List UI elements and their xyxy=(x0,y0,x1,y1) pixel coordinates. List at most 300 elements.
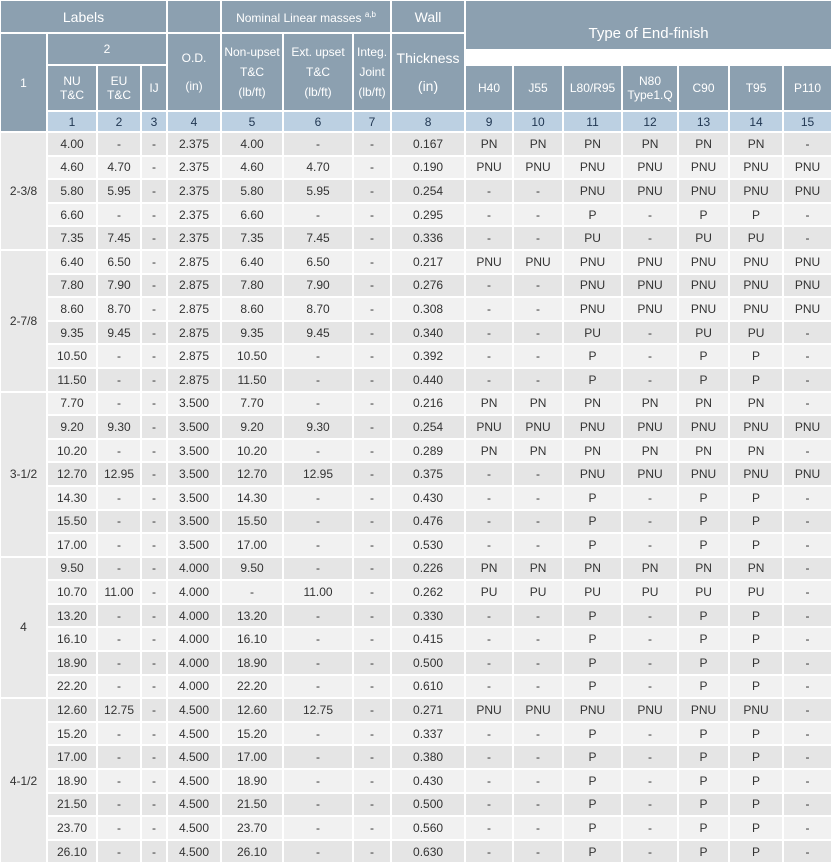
table-cell: PNU xyxy=(564,275,621,297)
table-cell: 7.80 xyxy=(48,275,96,297)
table-cell: - xyxy=(354,746,390,768)
table-row xyxy=(1,699,833,721)
table-cell: - xyxy=(284,204,352,226)
table-cell: 4.000 xyxy=(168,676,220,698)
table-cell: 23.70 xyxy=(222,817,282,839)
table-cell: - xyxy=(354,628,390,650)
table-cell: - xyxy=(142,581,166,603)
table-cell: - xyxy=(98,204,140,226)
table-cell: PNU xyxy=(466,157,512,179)
table-cell: - xyxy=(142,534,166,556)
table-cell: - xyxy=(623,676,677,698)
table-cell: PNU xyxy=(623,157,677,179)
table-cell: P xyxy=(730,511,782,533)
table-cell: - xyxy=(514,817,562,839)
table-cell: - xyxy=(514,204,562,226)
table-cell: - xyxy=(466,746,512,768)
table-cell: PNU xyxy=(679,463,728,485)
table-cell: 4.000 xyxy=(168,628,220,650)
table-cell: 9.35 xyxy=(222,322,282,344)
table-cell: PNU xyxy=(564,180,621,202)
table-cell: - xyxy=(284,534,352,556)
table-cell: - xyxy=(98,133,140,155)
table-cell: - xyxy=(784,204,831,226)
table-row xyxy=(1,558,833,580)
table-cell: PU xyxy=(730,227,782,249)
table-cell: 0.167 xyxy=(392,133,464,155)
table-cell: - xyxy=(354,393,390,415)
table-cell: - xyxy=(354,369,390,391)
table-cell: PN xyxy=(730,440,782,462)
table-cell: PNU xyxy=(514,416,562,438)
table-cell: - xyxy=(354,440,390,462)
table-cell: 12.60 xyxy=(48,699,96,721)
table-cell: P xyxy=(730,605,782,627)
table-cell: PNU xyxy=(623,416,677,438)
table-cell: - xyxy=(466,275,512,297)
table-cell: PNU xyxy=(564,157,621,179)
table-cell: - xyxy=(142,180,166,202)
table-cell: 0.254 xyxy=(392,416,464,438)
table-cell: 5.80 xyxy=(48,180,96,202)
table-cell: - xyxy=(142,369,166,391)
table-cell: PNU xyxy=(564,699,621,721)
table-cell: PN xyxy=(466,558,512,580)
table-row xyxy=(1,204,833,226)
grade-n80-header: N80 Type1.Q xyxy=(623,66,677,110)
table-cell: - xyxy=(514,227,562,249)
col-number: 14 xyxy=(730,112,782,131)
table-cell: PNU xyxy=(564,463,621,485)
table-cell: 5.95 xyxy=(98,180,140,202)
table-cell: - xyxy=(354,275,390,297)
table-cell: P xyxy=(564,487,621,509)
table-cell: 2.375 xyxy=(168,204,220,226)
table-cell: P xyxy=(679,676,728,698)
table-cell: - xyxy=(142,204,166,226)
table-cell: - xyxy=(142,440,166,462)
table-cell: - xyxy=(514,345,562,367)
table-cell: - xyxy=(784,227,831,249)
table-cell: 0.500 xyxy=(392,652,464,674)
size-group-label: 3-1/2 xyxy=(1,393,46,556)
table-cell: 2.875 xyxy=(168,251,220,273)
table-cell: 12.95 xyxy=(98,463,140,485)
ext-upset-header: Ext. upset T&C (lb/ft) xyxy=(284,34,352,110)
table-cell: P xyxy=(730,770,782,792)
table-cell: 4.500 xyxy=(168,723,220,745)
table-cell: PNU xyxy=(679,416,728,438)
table-cell: PN xyxy=(730,558,782,580)
table-cell: - xyxy=(623,628,677,650)
table-row xyxy=(1,322,833,344)
table-cell: 16.10 xyxy=(222,628,282,650)
table-cell: 14.30 xyxy=(48,487,96,509)
table-cell: 5.80 xyxy=(222,180,282,202)
size-group-label: 4-1/2 xyxy=(1,699,46,862)
table-cell: - xyxy=(466,605,512,627)
table-row xyxy=(1,345,833,367)
table-row xyxy=(1,511,833,533)
table-cell: - xyxy=(98,652,140,674)
table-cell: P xyxy=(564,345,621,367)
table-row xyxy=(1,534,833,556)
table-cell: - xyxy=(354,180,390,202)
table-cell: PU xyxy=(679,581,728,603)
table-cell: 12.70 xyxy=(222,463,282,485)
table-cell: - xyxy=(98,817,140,839)
table-cell: - xyxy=(354,487,390,509)
table-cell: 0.392 xyxy=(392,345,464,367)
table-cell: 4.500 xyxy=(168,770,220,792)
table-cell: 0.610 xyxy=(392,676,464,698)
table-cell: 17.00 xyxy=(48,534,96,556)
table-cell: - xyxy=(466,770,512,792)
table-cell: 9.35 xyxy=(48,322,96,344)
table-cell: - xyxy=(466,487,512,509)
table-cell: - xyxy=(623,794,677,816)
table-cell: PNU xyxy=(730,699,782,721)
table-cell: P xyxy=(679,345,728,367)
table-cell: PN xyxy=(564,393,621,415)
table-cell: P xyxy=(679,511,728,533)
table-cell: - xyxy=(284,746,352,768)
table-cell: PNU xyxy=(730,157,782,179)
table-cell: PN xyxy=(623,440,677,462)
table-cell: - xyxy=(514,605,562,627)
table-cell: - xyxy=(284,487,352,509)
table-cell: P xyxy=(679,652,728,674)
table-cell: - xyxy=(514,369,562,391)
table-cell: - xyxy=(784,345,831,367)
table-row xyxy=(1,416,833,438)
table-cell: PNU xyxy=(623,275,677,297)
table-cell: PNU xyxy=(466,251,512,273)
table-cell: - xyxy=(623,605,677,627)
table-cell: - xyxy=(514,746,562,768)
table-cell: - xyxy=(98,440,140,462)
table-cell: P xyxy=(730,652,782,674)
table-row xyxy=(1,440,833,462)
table-cell: - xyxy=(142,133,166,155)
table-cell: - xyxy=(284,558,352,580)
nominal-mass-header: Nominal Linear masses $^{a,b}$ xyxy=(222,1,390,32)
table-cell: PN xyxy=(730,393,782,415)
table-cell: P xyxy=(679,770,728,792)
table-cell: PN xyxy=(514,558,562,580)
table-cell: - xyxy=(284,393,352,415)
table-cell: - xyxy=(354,204,390,226)
table-cell: - xyxy=(98,605,140,627)
table-cell: P xyxy=(730,676,782,698)
table-cell: - xyxy=(623,746,677,768)
table-cell: - xyxy=(142,699,166,721)
table-cell: P xyxy=(679,487,728,509)
table-cell: - xyxy=(623,652,677,674)
table-cell: PNU xyxy=(514,251,562,273)
table-cell: 0.476 xyxy=(392,511,464,533)
table-cell: - xyxy=(354,581,390,603)
table-cell: 10.20 xyxy=(222,440,282,462)
table-cell: 9.45 xyxy=(284,322,352,344)
eu-tc-header: EU T&C xyxy=(98,66,140,110)
table-cell: - xyxy=(784,841,831,863)
nu-tc-header: NU T&C xyxy=(48,66,96,110)
table-cell: 0.530 xyxy=(392,534,464,556)
table-cell: - xyxy=(784,322,831,344)
table-cell: PN xyxy=(466,393,512,415)
table-cell: PNU xyxy=(466,416,512,438)
table-cell: - xyxy=(784,628,831,650)
table-cell: - xyxy=(514,180,562,202)
grade-l80-header: L80/R95 xyxy=(564,66,621,110)
table-cell: 12.60 xyxy=(222,699,282,721)
table-cell: - xyxy=(514,487,562,509)
table-cell: 23.70 xyxy=(48,817,96,839)
table-cell: 2.875 xyxy=(168,275,220,297)
table-cell: - xyxy=(354,770,390,792)
table-cell: - xyxy=(142,817,166,839)
table-cell: 4.000 xyxy=(168,581,220,603)
table-cell: 0.271 xyxy=(392,699,464,721)
table-cell: - xyxy=(354,676,390,698)
table-cell: PU xyxy=(730,322,782,344)
thickness-header: Thickness (in) xyxy=(392,34,464,110)
table-cell: 22.20 xyxy=(222,676,282,698)
table-cell: P xyxy=(730,204,782,226)
table-cell: 2.875 xyxy=(168,369,220,391)
table-cell: - xyxy=(466,841,512,863)
table-cell: - xyxy=(623,487,677,509)
table-cell: - xyxy=(623,369,677,391)
label-2-header: 2 xyxy=(48,34,166,64)
table-cell: - xyxy=(142,770,166,792)
table-cell: PNU xyxy=(784,157,831,179)
grade-t95-header: T95 xyxy=(730,66,782,110)
table-row xyxy=(1,770,833,792)
table-cell: PU xyxy=(564,322,621,344)
table-cell: PNU xyxy=(623,463,677,485)
table-cell: - xyxy=(514,841,562,863)
table-cell: P xyxy=(730,345,782,367)
table-cell: PN xyxy=(514,133,562,155)
table-cell: 0.295 xyxy=(392,204,464,226)
table-cell: 4.00 xyxy=(48,133,96,155)
table-cell: 0.217 xyxy=(392,251,464,273)
table-cell: - xyxy=(142,463,166,485)
table-cell: - xyxy=(514,534,562,556)
table-cell: 0.430 xyxy=(392,770,464,792)
table-cell: 13.20 xyxy=(222,605,282,627)
table-cell: PN xyxy=(623,558,677,580)
size-group-label: 2-3/8 xyxy=(1,133,46,249)
table-cell: 0.630 xyxy=(392,841,464,863)
table-cell: 0.430 xyxy=(392,487,464,509)
non-upset-header: Non-upset T&C (lb/ft) xyxy=(222,34,282,110)
table-cell: - xyxy=(142,416,166,438)
table-cell: PN xyxy=(564,440,621,462)
table-cell: 7.70 xyxy=(48,393,96,415)
table-cell: 2.375 xyxy=(168,157,220,179)
table-cell: - xyxy=(142,628,166,650)
table-cell: 3.500 xyxy=(168,487,220,509)
table-cell: 17.00 xyxy=(222,534,282,556)
table-cell: - xyxy=(623,204,677,226)
table-cell: 13.20 xyxy=(48,605,96,627)
table-cell: - xyxy=(514,322,562,344)
table-cell: 2.375 xyxy=(168,180,220,202)
table-cell: P xyxy=(679,369,728,391)
table-cell: 0.500 xyxy=(392,794,464,816)
table-cell: - xyxy=(466,227,512,249)
table-cell: - xyxy=(354,558,390,580)
table-cell: - xyxy=(514,463,562,485)
table-cell: - xyxy=(142,676,166,698)
table-cell: 2.875 xyxy=(168,322,220,344)
table-cell: P xyxy=(679,605,728,627)
table-cell: 21.50 xyxy=(222,794,282,816)
table-cell: PN xyxy=(679,558,728,580)
table-cell: P xyxy=(564,746,621,768)
table-cell: PN xyxy=(679,393,728,415)
table-row xyxy=(1,605,833,627)
grade-c90-header: C90 xyxy=(679,66,728,110)
table-cell: 26.10 xyxy=(48,841,96,863)
table-cell: - xyxy=(354,841,390,863)
table-cell: 18.90 xyxy=(48,652,96,674)
table-cell: 17.00 xyxy=(48,746,96,768)
table-cell: - xyxy=(98,393,140,415)
table-cell: PN xyxy=(623,133,677,155)
table-cell: - xyxy=(784,558,831,580)
table-cell: 7.45 xyxy=(98,227,140,249)
table-cell: - xyxy=(514,676,562,698)
table-cell: PN xyxy=(623,393,677,415)
table-cell: P xyxy=(730,794,782,816)
table-cell: PNU xyxy=(514,699,562,721)
table-cell: - xyxy=(354,723,390,745)
table-cell: - xyxy=(466,180,512,202)
table-cell: - xyxy=(466,511,512,533)
table-cell: - xyxy=(784,369,831,391)
table-cell: - xyxy=(98,558,140,580)
table-cell: P xyxy=(564,204,621,226)
table-cell: - xyxy=(466,628,512,650)
table-cell: - xyxy=(354,652,390,674)
table-cell: - xyxy=(784,746,831,768)
table-cell: PNU xyxy=(784,180,831,202)
table-cell: P xyxy=(679,628,728,650)
table-cell: 2.375 xyxy=(168,227,220,249)
table-cell: 4.60 xyxy=(222,157,282,179)
table-cell: - xyxy=(142,393,166,415)
table-cell: - xyxy=(354,699,390,721)
table-cell: - xyxy=(623,723,677,745)
table-cell: - xyxy=(514,794,562,816)
table-cell: 0.560 xyxy=(392,817,464,839)
table-cell: 7.35 xyxy=(48,227,96,249)
table-cell: - xyxy=(284,723,352,745)
table-cell: PN xyxy=(679,440,728,462)
table-cell: PU xyxy=(564,227,621,249)
table-cell: - xyxy=(142,487,166,509)
table-cell: - xyxy=(354,322,390,344)
table-cell: 0.190 xyxy=(392,157,464,179)
table-cell: PNU xyxy=(730,298,782,320)
table-cell: - xyxy=(623,345,677,367)
table-row xyxy=(1,746,833,768)
table-cell: 3.500 xyxy=(168,416,220,438)
table-cell: 0.254 xyxy=(392,180,464,202)
wall-header: Wall xyxy=(392,1,464,32)
table-cell: 0.262 xyxy=(392,581,464,603)
table-cell: 4.500 xyxy=(168,794,220,816)
table-cell: PNU xyxy=(514,157,562,179)
table-cell: - xyxy=(142,558,166,580)
col-number: 6 xyxy=(284,112,352,131)
table-cell: - xyxy=(514,511,562,533)
table-cell: 2.875 xyxy=(168,345,220,367)
table-cell: - xyxy=(354,251,390,273)
table-cell: - xyxy=(142,605,166,627)
col-number: 3 xyxy=(142,112,166,131)
table-cell: - xyxy=(466,676,512,698)
table-cell: - xyxy=(354,817,390,839)
table-cell: - xyxy=(354,157,390,179)
table-cell: P xyxy=(564,369,621,391)
table-cell: - xyxy=(142,511,166,533)
table-row xyxy=(1,628,833,650)
table-cell: - xyxy=(784,581,831,603)
table-cell: P xyxy=(564,794,621,816)
table-cell: 4.000 xyxy=(168,652,220,674)
table-cell: 4.500 xyxy=(168,841,220,863)
table-body xyxy=(1,133,833,862)
table-cell: 4.70 xyxy=(98,157,140,179)
table-cell: - xyxy=(466,817,512,839)
table-cell: 2.375 xyxy=(168,133,220,155)
table-cell: - xyxy=(514,275,562,297)
table-cell: PN xyxy=(514,440,562,462)
table-cell: - xyxy=(354,416,390,438)
col-number: 13 xyxy=(679,112,728,131)
table-cell: - xyxy=(623,770,677,792)
table-cell: - xyxy=(98,723,140,745)
table-cell: P xyxy=(679,723,728,745)
table-cell: - xyxy=(98,746,140,768)
table-cell: - xyxy=(142,345,166,367)
table-cell: - xyxy=(354,227,390,249)
table-cell: P xyxy=(730,487,782,509)
table-cell: - xyxy=(98,628,140,650)
table-cell: - xyxy=(466,534,512,556)
table-cell: 12.75 xyxy=(284,699,352,721)
table-cell: 14.30 xyxy=(222,487,282,509)
table-cell: - xyxy=(466,369,512,391)
table-cell: - xyxy=(98,676,140,698)
table-cell: - xyxy=(284,652,352,674)
table-cell: - xyxy=(784,133,831,155)
table-cell: 0.216 xyxy=(392,393,464,415)
table-cell: 15.50 xyxy=(48,511,96,533)
table-cell: 10.20 xyxy=(48,440,96,462)
table-cell: PNU xyxy=(679,699,728,721)
table-cell: - xyxy=(784,511,831,533)
ij-header: IJ xyxy=(142,66,166,110)
table-cell: - xyxy=(98,794,140,816)
table-cell: P xyxy=(730,841,782,863)
table-cell: PU xyxy=(623,581,677,603)
